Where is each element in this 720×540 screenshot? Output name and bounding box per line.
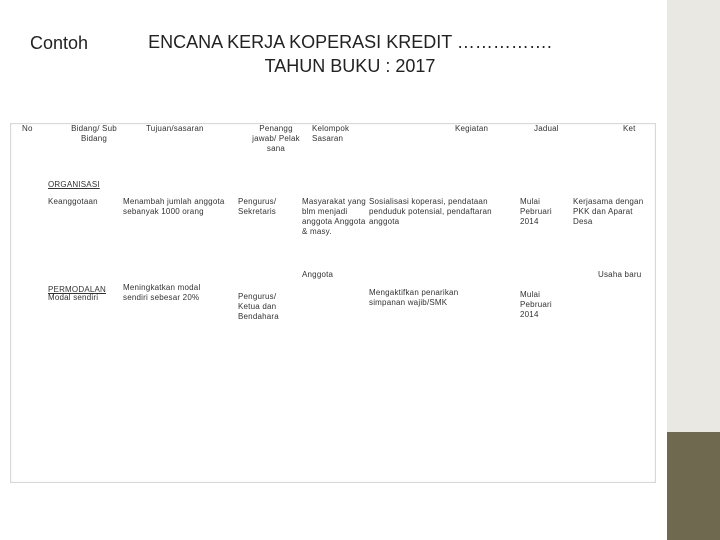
cell-kegiatan-2: Mengaktifkan penarikan simpanan wajib/SMK [369,288,459,307]
cell-ket-2: Usaha baru [598,270,642,279]
cell-bidang-2: Modal sendiri [48,293,99,302]
cell-penanggung-2: Pengurus/ Ketua dan Bendahara [238,292,279,321]
header-penanggung-jawab: Penangg jawab/ Pelak sana [252,124,300,153]
cell-bidang-1: Keanggotaan [48,197,98,206]
cell-kelompok-2: Anggota [302,270,334,279]
cell-kelompok-1: Masyarakat yang blm menjadi anggota Anggota & masy. [302,197,366,236]
page-title [140,30,560,78]
sidebar-decor-top [667,0,720,432]
title-line-2: TAHUN BUKU : 2017 [264,56,436,76]
header-kegiatan: Kegiatan [455,124,489,133]
example-label: Contoh [30,33,89,53]
sidebar-decor-bottom [667,432,720,540]
header-jadual: Jadual [534,124,559,133]
header-tujuan: Tujuan/sasaran [146,124,204,133]
title-line-1: ENCANA KERJA KOPERASI KREDIT ……………. [148,32,552,52]
header-no: No [22,124,33,133]
cell-tujuan-1: Menambah jumlah anggota sebanyak 1000 orang [123,197,225,216]
header-ket: Ket [623,124,636,133]
cell-jadual-1: Mulai Pebruari 2014 [520,197,552,226]
section-title-permodalan: PERMODALAN [48,285,107,294]
cell-penanggung-1: Pengurus/ Sekretaris [238,197,277,216]
header-bidang: Bidang/ Sub Bidang [71,124,117,143]
header-kelompok-sasaran: Kelompok Sasaran [312,124,350,143]
cell-kegiatan-1: Sosialisasi koperasi, pendataan penduduk potensial, pendaftaran anggota [369,197,492,226]
cell-tujuan-2: Meningkatkan modal sendiri sebesar 20% [123,283,201,302]
cell-ket-1: Kerjasama dengan PKK dan Aparat Desa [573,197,644,226]
cell-jadual-2: Mulai Pebruari 2014 [520,290,552,319]
table-frame [10,123,656,483]
section-title-organisasi: ORGANISASI [48,180,100,189]
